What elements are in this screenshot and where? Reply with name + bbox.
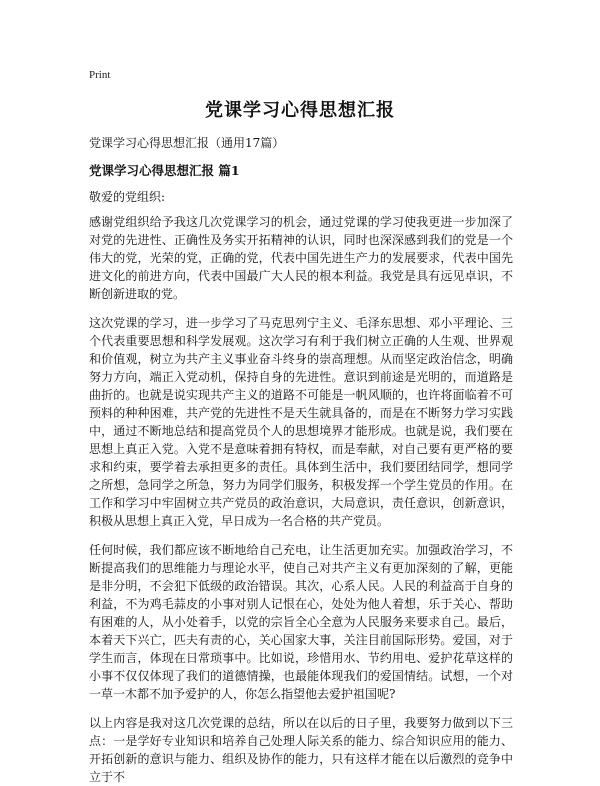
paragraph-4: 以上内容是我对这几次党课的总结，所以在以后的日子里，我要努力做到以下三点：一是学好专业知识和培养自己处理人际关系的能力、综合知识应用的能力、开拓创新的意识与能力、组织及协作的能力，只有这样才能在以后激烈的竞争中立于不 [89, 716, 513, 784]
paragraph-3: 任何时候，我们都应该不断地给自己充电，让生活更加充实。加强政治学习，不断提高我们的思维能力与理论水平，使自己对共产主义有更加深刻的了解，更能是非分明，不会犯下低级的政治错误。其次，心系人民。人民的利益高于自身的利益，不为鸡毛蒜皮的小事对别人记恨在心，处处为他人着想，乐于关心、帮助有困难的人，从小处着手，以党的宗旨全心全意为人民服务来要求自己。最后，本着天下兴亡，匹夫有责的心，关心国家大事，关注目前国际形势。爱国，对于学生而言，体现在日常琐事中。比如说，珍惜用水、节约用电、爱护花草这样的小事不仅仅体现了我们的道德情操，也最能体现我们的爱国情结。试想，一个对一草一木都不加予爱护的人，你怎么指望他去爱护祖国呢? [89, 543, 513, 701]
greeting-line: 敬爱的党组织: [89, 190, 166, 204]
page-title: 党课学习心得思想汇报 [205, 100, 395, 121]
paragraph-2: 这次党课的学习，进一步学习了马克思列宁主义、毛泽东思想、邓小平理论、三个代表重要思想和科学发展观。这次学习有利于我们树立正确的人生观、世界观和价值观，树立为共产主义事业奋斗终身的崇高理想。从而坚定政治信念，明确努力方向，端正入党动机，保持自身的先进性。意识到前途是光明的，而道路是曲折的。也就是说实现共产主义的道路不可能是一帆风顺的，也许将面临着不可预料的种种困难，共产党的先进性不是天生就具备的，而是在不断努力学习实践中，通过不断地总结和提高党员个人的思想境界才能形成。也就是说，我们要在思想上真正入党。入党不是意味着拥有特权，而是奉献，对自己要有更严格的要求和约束，要学着去承担更多的责任。具体到生活中，我们要团结同学，想同学之所想，急同学之所急，努力为同学们服务，积极发挥一个学生党员的作用。在工作和学习中牢固树立共产党员的政治意识，大局意识，责任意识，创新意识，积极从思想上真正入党，早日成为一名合格的共产党员。 [89, 316, 513, 528]
document-subtitle: 党课学习心得思想汇报（通用17篇） [89, 136, 285, 150]
paragraph-1: 感谢党组织给予我这几次党课学习的机会，通过党课的学习使我更进一步加深了对党的先进性、正确性及务实开拓精神的认识，同时也深深感到我们的党是一个伟大的党，光荣的党，正确的党，代表中国先进生产力的发展要求，代表中国先进文化的前进方向，代表中国最广大人民的根本利益。我党是具有远见卓识，不断创新进取的党。 [89, 215, 513, 301]
print-link[interactable]: Print [89, 69, 111, 81]
section-heading: 党课学习心得思想汇报 篇1 [89, 163, 240, 178]
